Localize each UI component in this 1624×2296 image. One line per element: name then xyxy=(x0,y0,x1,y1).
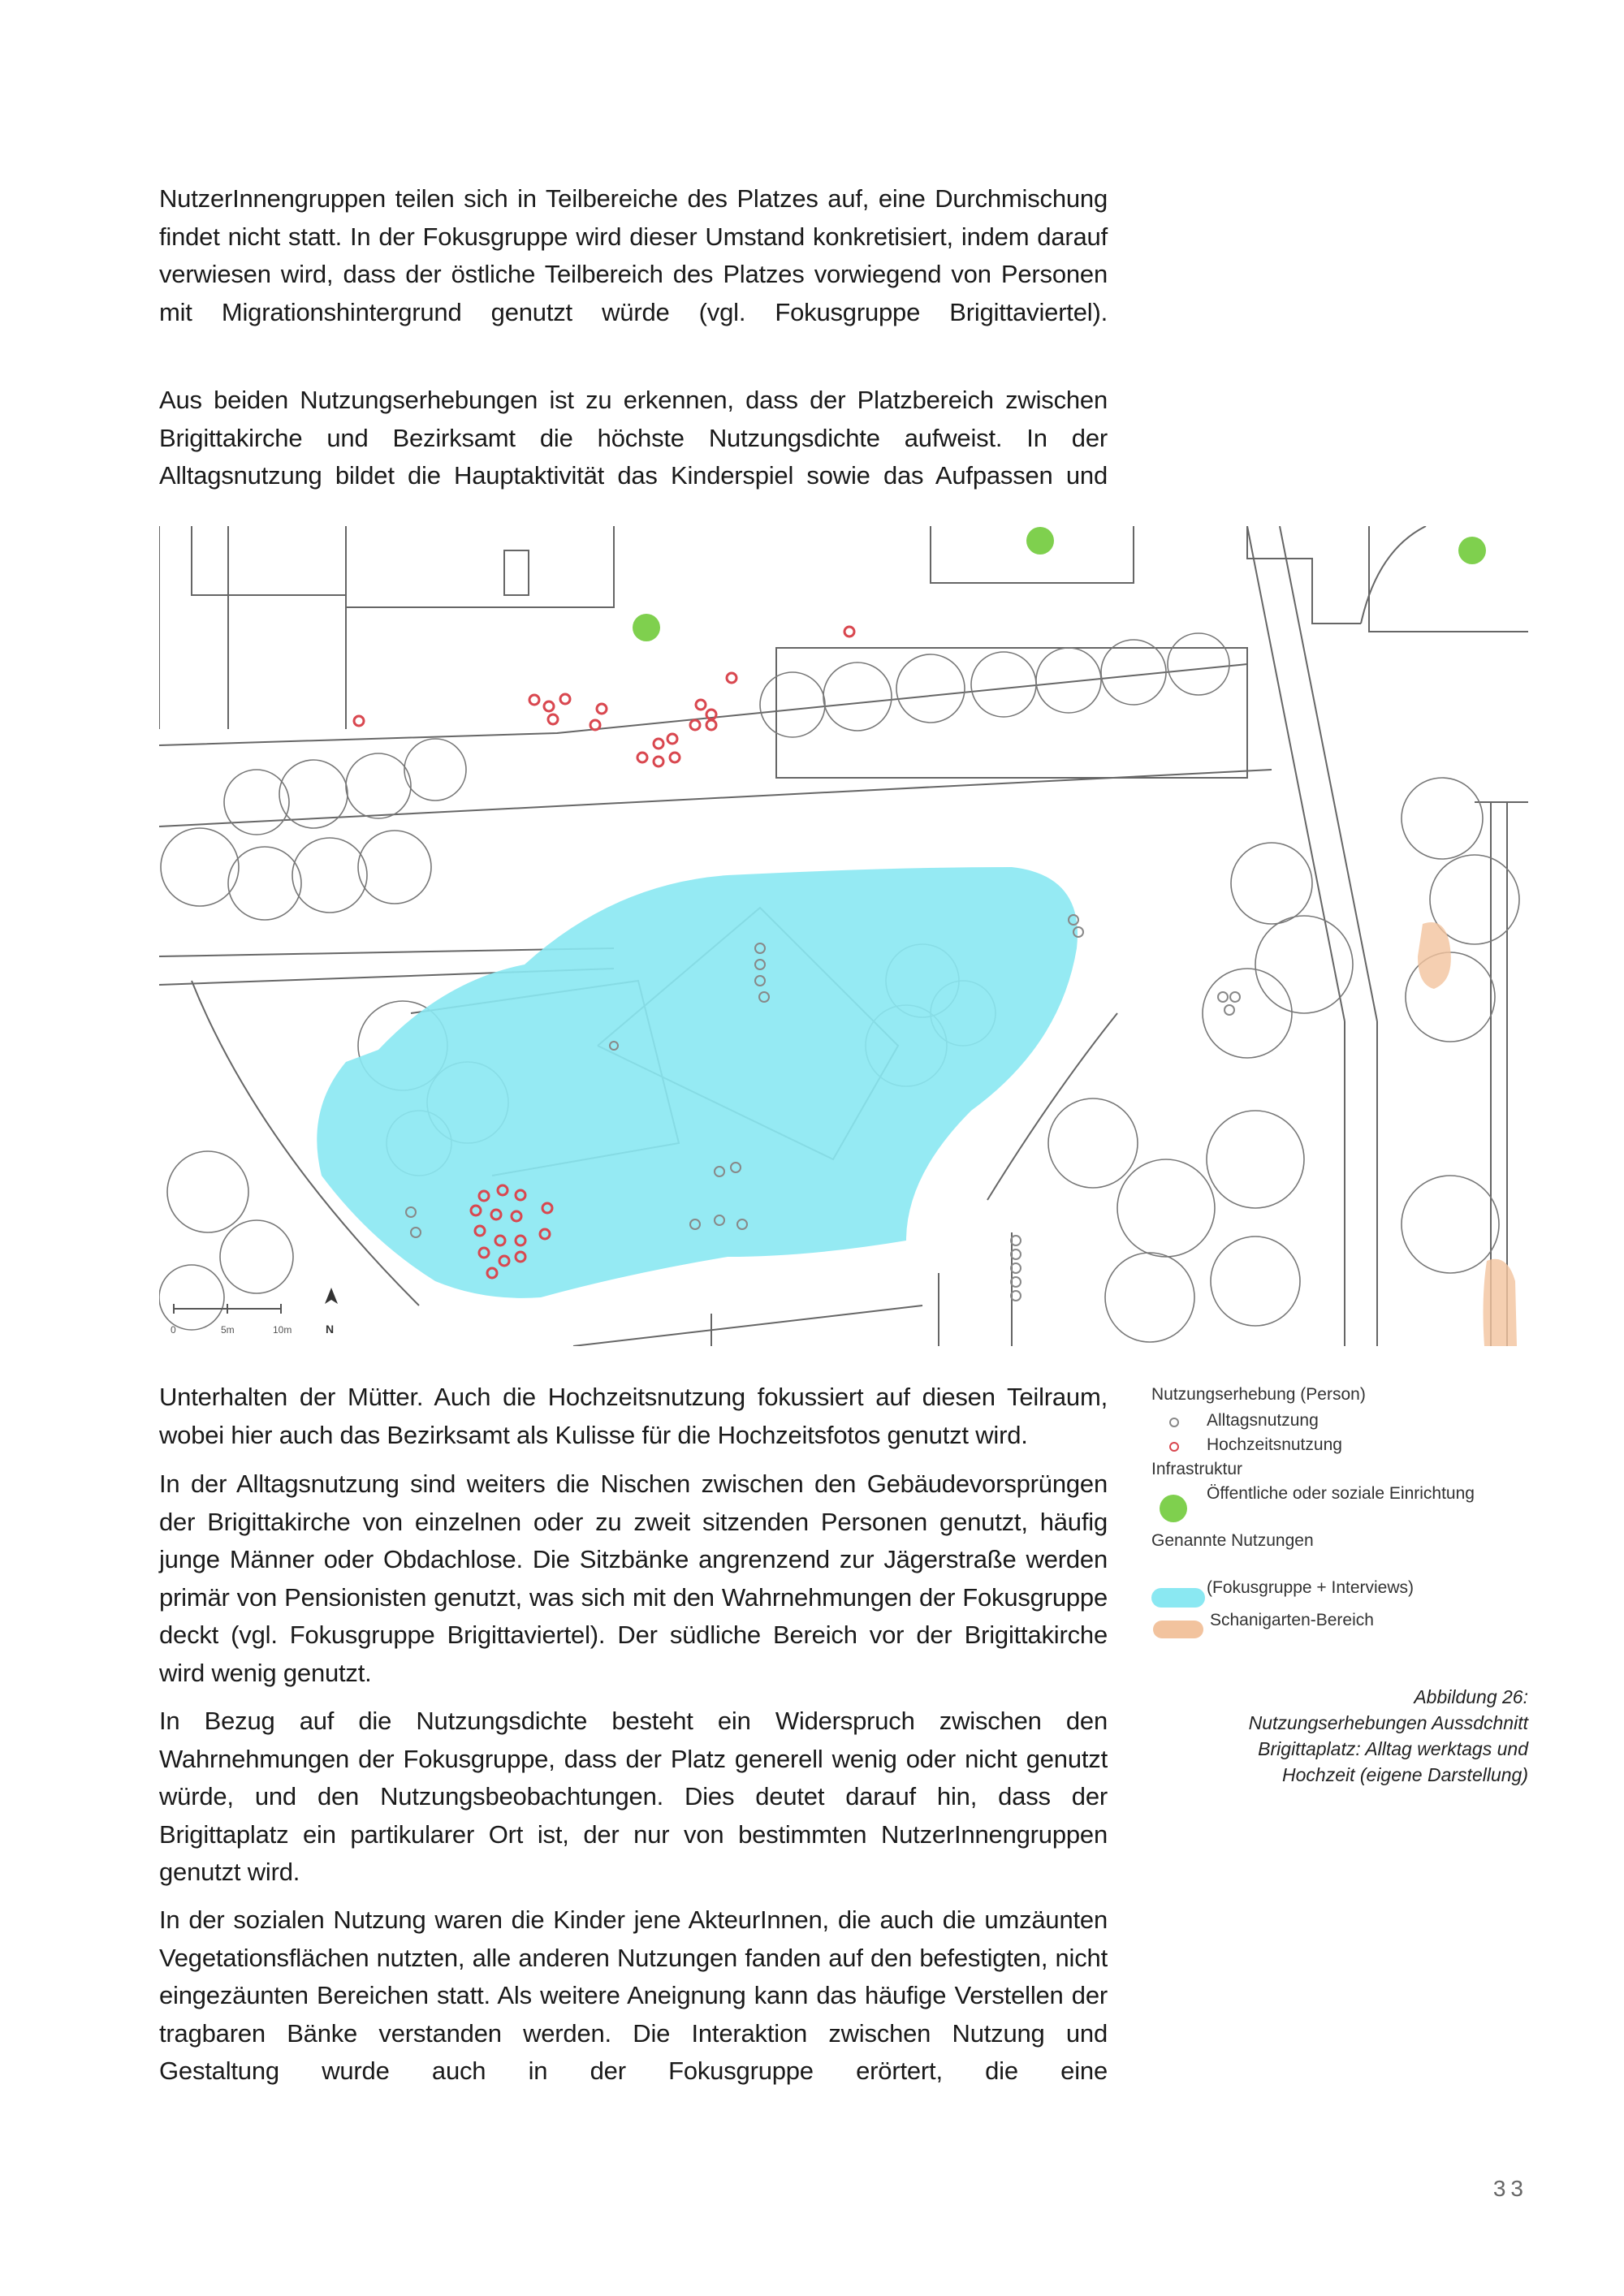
paragraph-intro: NutzerInnengruppen teilen sich in Teilbereiche des Platzes auf, eine Durchmischung findet nicht statt. In der Fokusgruppe wird dieser Umstand konkretisiert, indem darauf verwiesen wird, dass der östliche Teilbereich des Platzes vorwiegend von Personen mit Migrationshintergrund genutzt würde (vgl. Fokusgruppe Brigittaviertel). xyxy=(159,184,1108,326)
facility-marker xyxy=(633,614,660,641)
north-label: N xyxy=(326,1323,335,1336)
site-map xyxy=(159,526,1528,1346)
paragraph-social-use: In der sozialen Nutzung waren die Kinder jene AkteurInnen, die auch die umzäunten Vegetationsflächen nutzten, alle anderen Nutzungen fanden auf den befestigten, nicht eingezäunten Bereichen statt. Als weitere Aneignung kann das häufige Verstellen der tragbaren Bänke verstanden werden. Die Interaktion zwischen Nutzung und Gestaltung wurde auch in der Fokusgruppe erörtert, die eine xyxy=(159,1905,1108,2085)
focus-area-swatch xyxy=(1151,1588,1205,1608)
everyday-marker-icon xyxy=(1169,1418,1179,1427)
legend-survey-heading: Nutzungserhebung (Person) xyxy=(1151,1385,1366,1404)
facility-marker xyxy=(1458,537,1486,564)
caption-line: Hochzeit (eigene Darstellung) xyxy=(1282,1764,1528,1785)
caption-line: Nutzungserhebungen Aussdchnitt xyxy=(1248,1712,1528,1733)
legend-named-heading: Genannte Nutzungen xyxy=(1151,1531,1314,1550)
wedding-marker-icon xyxy=(1169,1442,1179,1452)
paragraph-niches: In der Alltagsnutzung sind weiters die Nischen zwischen den Gebäudevorsprüngen der Brigittakirche von einzelnen oder zu zweit sitzenden Personen genutzt, häufig junge Männer oder Obdachlose. Die Sitzbänke angrenzend zur Jägerstraße werden primär von Pensionisten genutzt, was sich mit den Wahrnehmungen der Fokusgruppe deckt (vgl. Fokusgruppe Brigittaviertel). Der südliche Bereich vor der Brigittakirche wird wenig genutzt. xyxy=(159,1470,1108,1687)
schanigarten-area xyxy=(1484,1259,1517,1346)
scale-label: 5m xyxy=(221,1324,235,1336)
page-number: 33 xyxy=(1492,2176,1528,2201)
legend-infrastructure-heading: Infrastruktur xyxy=(1151,1460,1243,1478)
legend-focus-label: (Fokusgruppe + Interviews) xyxy=(1207,1578,1415,1597)
paragraph-density-contradiction: In Bezug auf die Nutzungsdichte besteht ein Widerspruch zwischen den Wahrnehmungen der Fokusgruppe, dass der Platz generell wenig oder nicht genutzt würde, und den Nutzungsbeobachtungen. Dies deutet darauf hin, dass der Brigittaplatz ein partikularer Ort ist, der nur von bestimmten NutzerInnengruppen genutzt wird. xyxy=(159,1707,1108,1886)
legend-wedding-label: Hochzeitsnutzung xyxy=(1207,1435,1342,1454)
paragraph-wedding-use: Unterhalten der Mütter. Auch die Hochzeitsnutzung fokussiert auf diesen Teilraum, wobei hier auch das Bezirksamt als Kulisse für die Hochzeitsfotos genutzt wird. xyxy=(159,1383,1108,1449)
legend-everyday-label: Alltagsnutzung xyxy=(1207,1411,1319,1430)
facility-marker-icon xyxy=(1160,1495,1187,1522)
schanigarten-area xyxy=(1418,922,1451,989)
caption-line: Brigittaplatz: Alltag werktags und xyxy=(1258,1738,1528,1759)
legend-schanigarten-label: Schanigarten-Bereich xyxy=(1210,1611,1374,1629)
paragraph-usage-density: Aus beiden Nutzungserhebungen ist zu erkennen, dass der Platzbereich zwischen Brigittakirche und Bezirksamt die höchste Nutzungsdichte aufweist. In der Alltagsnutzung bildet die Hauptaktivität das Kinderspiel sowie das Aufpassen und xyxy=(159,386,1108,490)
facility-marker xyxy=(1026,527,1054,555)
legend-facility-label: Öffentliche oder soziale Einrichtung xyxy=(1207,1484,1475,1503)
figure-caption xyxy=(1187,1684,1528,1788)
caption-line: Abbildung 26: xyxy=(1414,1686,1528,1707)
scale-label: 10m xyxy=(273,1324,292,1336)
schanigarten-swatch xyxy=(1153,1621,1203,1638)
scale-label: 0 xyxy=(171,1324,176,1336)
